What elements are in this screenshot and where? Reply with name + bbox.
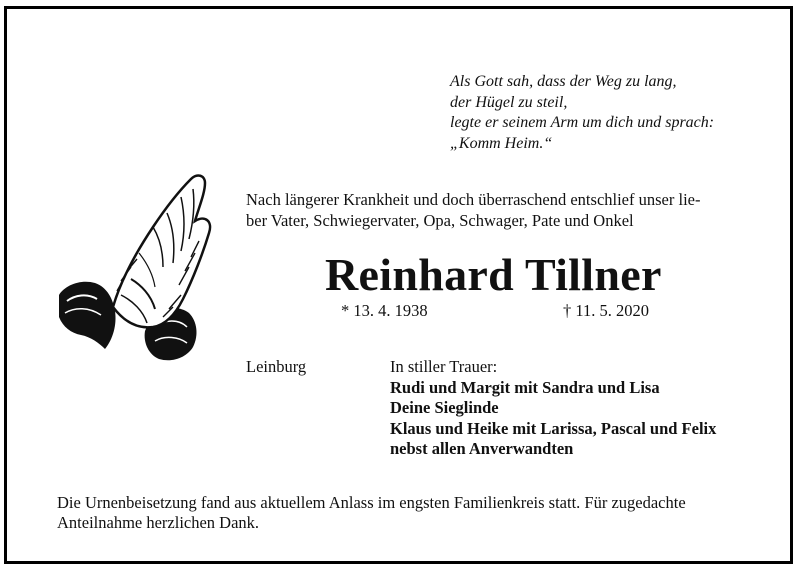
mourner-entry: Rudi und Margit mit Sandra und Lisa xyxy=(390,377,660,397)
intro-line: Nach längerer Krankheit und doch überraschend entschlief unser lie- xyxy=(246,190,701,209)
intro-text xyxy=(246,189,700,231)
praying-hands-icon xyxy=(55,167,215,367)
quote-line: Als Gott sah, dass der Weg zu lang, xyxy=(450,73,677,90)
mourner-entry: Klaus und Heike mit Larissa, Pascal und Felix xyxy=(390,418,717,438)
birth-date: * 13. 4. 1938 xyxy=(341,301,428,320)
footer-note xyxy=(57,493,686,533)
deceased-name: Reinhard Tillner xyxy=(325,249,662,300)
footer-line: Die Urnenbeisetzung fand aus aktuellem Anlass im engsten Familienkreis statt. Für zugedachte xyxy=(57,493,686,512)
obituary-notice xyxy=(4,6,793,564)
mourner-entry: Deine Sieglinde xyxy=(390,398,499,417)
quote-line: „Komm Heim.“ xyxy=(450,134,553,152)
quote-line: legte er seinem Arm um dich und sprach: xyxy=(450,114,715,131)
footer-line: Anteilnahme herzlichen Dank. xyxy=(57,513,260,532)
mourners-list xyxy=(390,357,716,460)
mourners-heading: In stiller Trauer: xyxy=(390,357,498,376)
quote-line: der Hügel zu steil, xyxy=(450,93,568,111)
death-date: † 11. 5. 2020 xyxy=(563,301,650,320)
place-name: Leinburg xyxy=(246,357,307,376)
mourner-entry: nebst allen Anverwandten xyxy=(390,439,574,458)
intro-line: ber Vater, Schwiegervater, Opa, Schwager, Pate und Onkel xyxy=(246,211,634,230)
quote xyxy=(450,72,714,154)
